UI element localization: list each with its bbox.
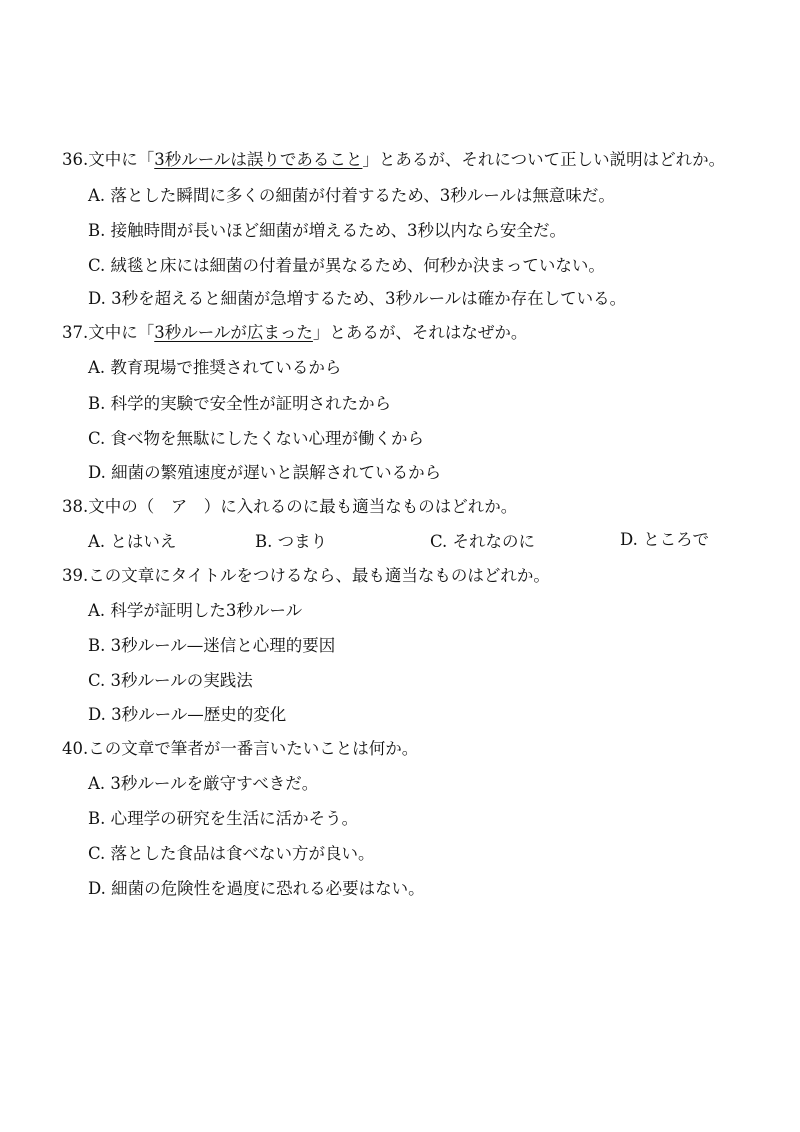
question-38 <box>62 497 517 517</box>
question-40 <box>62 739 418 759</box>
question-text: この文章で筆者が一番言いたいことは何か。 <box>88 739 419 758</box>
option-39-a: A. 科学が証明した3秒ルール <box>88 601 303 620</box>
option-36-b: B. 接触時間が長いほど細菌が増えるため、3秒以内なら安全だ。 <box>88 221 566 240</box>
option-38-b: B. つまり <box>255 532 328 551</box>
option-39-c: C. 3秒ルールの実践法 <box>88 671 253 690</box>
question-number: 39. <box>62 566 89 585</box>
question-text-post: 」とあるが、それについて正しい説明はどれか。 <box>362 150 726 169</box>
question-text-pre: 文中に「 <box>88 150 155 169</box>
underlined-phrase: 3秒ルールが広まった <box>154 323 313 342</box>
option-39-b: B. 3秒ルール—迷信と心理的要因 <box>88 636 336 655</box>
option-36-c: C. 絨毯と床には細菌の付着量が異なるため、何秒か決まっていない。 <box>88 256 605 275</box>
option-37-d: D. 細菌の繁殖速度が遅いと誤解されているから <box>88 463 442 482</box>
question-text-pre: 文中に「 <box>88 323 155 342</box>
option-39-d: D. 3秒ルール—歴史的変化 <box>88 705 287 724</box>
question-text: この文章にタイトルをつけるなら、最も適当なものはどれか。 <box>88 566 550 585</box>
question-number: 37. <box>62 323 89 342</box>
option-38-a: A. とはいえ <box>88 532 177 551</box>
question-number: 38. <box>62 497 89 516</box>
option-40-d: D. 細菌の危険性を過度に恐れる必要はない。 <box>88 879 425 898</box>
option-40-b: B. 心理学の研究を生活に活かそう。 <box>88 809 359 828</box>
option-36-d: D. 3秒を超えると細菌が急増するため、3秒ルールは確か存在している。 <box>88 289 627 308</box>
option-37-b: B. 科学的実験で安全性が証明されたから <box>88 394 392 413</box>
option-38-c: C. それなのに <box>430 532 536 551</box>
underlined-phrase: 3秒ルールは誤りであること <box>154 150 363 169</box>
option-36-a: A. 落とした瞬間に多くの細菌が付着するため、3秒ルールは無意味だ。 <box>88 186 615 205</box>
question-number: 36. <box>62 150 89 169</box>
option-37-c: C. 食べ物を無駄にしたくない心理が働くから <box>88 429 425 448</box>
question-37 <box>62 323 527 343</box>
question-39 <box>62 566 550 586</box>
question-text-post: 」とあるが、それはなぜか。 <box>312 323 528 342</box>
option-40-c: C. 落とした食品は食べない方が良い。 <box>88 844 375 863</box>
option-40-a: A. 3秒ルールを厳守すべきだ。 <box>88 774 319 793</box>
question-text: 文中の（ ア ）に入れるのに最も適当なものはどれか。 <box>88 497 518 516</box>
question-36 <box>62 150 725 170</box>
option-37-a: A. 教育現場で推奨されているから <box>88 358 342 377</box>
question-number: 40. <box>62 739 89 758</box>
option-38-d: D. ところで <box>620 530 709 549</box>
